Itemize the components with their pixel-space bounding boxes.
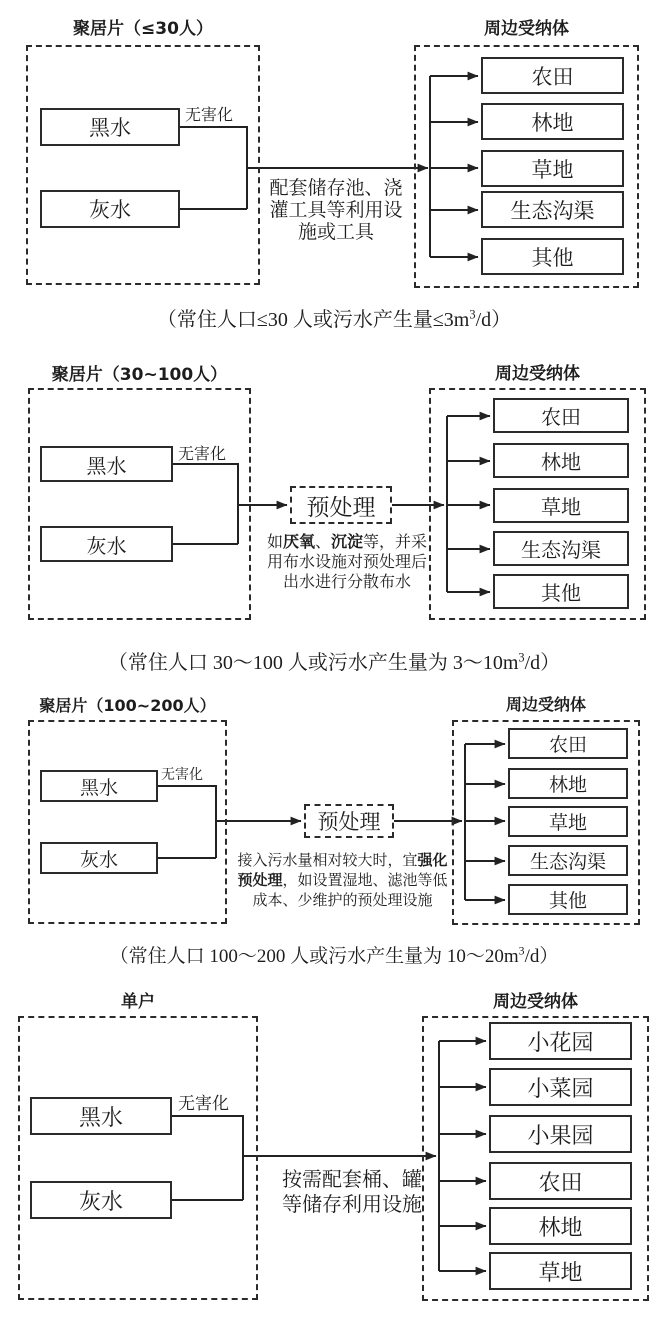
- source-group-title: 聚居片（≤30人）: [73, 19, 213, 39]
- receptor-group-title: 周边受纳体: [493, 992, 578, 1012]
- note-line: [235, 850, 450, 870]
- receptor-label: 小菜园: [527, 1076, 594, 1102]
- pretreatment-label: 预处理: [306, 494, 376, 521]
- black-water-label: 黑水: [78, 1105, 123, 1131]
- flow-note: [246, 177, 426, 243]
- receptor-label: 农田: [541, 405, 581, 429]
- caption-text: /d）: [524, 946, 559, 967]
- flow-note-line: 配套储存池、浇: [269, 177, 403, 199]
- black-water-box: [40, 108, 180, 146]
- receptor-box: [489, 1022, 632, 1060]
- pretreatment-box: [304, 804, 394, 838]
- receptor-box: [489, 1207, 632, 1245]
- note-run-bold: 强化: [417, 851, 448, 869]
- pretreatment-note: [247, 532, 447, 592]
- receptor-label: 林地: [531, 110, 574, 135]
- flow-note-line: 按需配套桶、罐: [282, 1167, 422, 1191]
- note-run-bold: 预处理: [237, 871, 283, 889]
- note-line: [247, 552, 447, 572]
- panel-caption: [0, 303, 668, 332]
- receptor-box: [481, 191, 624, 228]
- receptor-box: [481, 103, 624, 140]
- receptor-group-title: 周边受纳体: [495, 364, 580, 384]
- receptor-label: 生态沟渠: [521, 538, 601, 562]
- receptor-label: 小花园: [527, 1030, 594, 1056]
- caption-superscript: 3: [469, 307, 476, 322]
- black-water-label: 黑水: [89, 116, 131, 140]
- receptor-label: 林地: [541, 450, 581, 474]
- receptor-box: [493, 574, 629, 609]
- note-line: [235, 890, 450, 910]
- panel-cluster-100-200: [0, 680, 668, 975]
- panel-caption: [0, 646, 668, 675]
- receptor-label: 草地: [548, 812, 587, 834]
- panel-single-household: [0, 975, 668, 1318]
- panel-cluster-30-100: [0, 345, 668, 680]
- harmless-treatment-label: 无害化: [178, 1094, 229, 1114]
- panel-cluster-le30: [0, 0, 668, 345]
- receptor-group-title: 周边受纳体: [484, 19, 569, 39]
- receptor-label: 其他: [531, 245, 574, 270]
- harmless-treatment-label: 无害化: [178, 444, 227, 463]
- receptor-box: [481, 150, 624, 187]
- grey-water-label: 灰水: [78, 1189, 123, 1215]
- note-line: [235, 870, 450, 890]
- source-group-title: 聚居片（30~100人）: [51, 365, 228, 385]
- source-group-title: 单户: [121, 992, 155, 1012]
- source-group-title: 聚居片（100~200人）: [39, 696, 216, 715]
- pretreatment-box: [290, 486, 392, 524]
- receptor-label: 草地: [538, 1260, 583, 1286]
- note-run-bold: 厌氧: [282, 532, 315, 551]
- receptor-label: 其他: [541, 581, 581, 605]
- caption-superscript: 3: [518, 944, 525, 958]
- receptor-box: [508, 845, 628, 876]
- note-run-bold: 沉淀: [331, 532, 364, 551]
- caption-text: /d）: [524, 652, 561, 674]
- grey-water-box: [40, 842, 158, 874]
- grey-water-label: 灰水: [89, 198, 131, 222]
- receptor-label: 林地: [548, 774, 587, 796]
- receptor-box: [493, 443, 629, 478]
- receptor-label: 小果园: [527, 1123, 594, 1149]
- receptor-label: 农田: [548, 734, 587, 756]
- grey-water-box: [40, 190, 180, 228]
- grey-water-label: 灰水: [79, 848, 118, 871]
- receptor-label: 生态沟渠: [510, 198, 595, 223]
- black-water-box: [30, 1097, 172, 1135]
- receptor-label: 农田: [531, 64, 574, 89]
- black-water-label: 黑水: [86, 453, 127, 478]
- receptor-label: 林地: [538, 1215, 583, 1241]
- caption-superscript: 3: [518, 650, 525, 665]
- receptor-label: 农田: [538, 1170, 583, 1196]
- receptor-label: 其他: [548, 890, 587, 912]
- panel-caption: [0, 941, 668, 968]
- receptor-box: [489, 1162, 632, 1200]
- receptor-label: 生态沟渠: [529, 851, 606, 873]
- receptor-box: [481, 57, 624, 94]
- receptor-box: [489, 1115, 632, 1153]
- source-group-boundary: [28, 720, 227, 924]
- caption-text: （常住人口 100～200 人或污水产生量为 10～20m: [109, 946, 519, 967]
- caption-text: /d）: [475, 309, 512, 331]
- caption-text: （常住人口 30～100 人或污水产生量为 3～10m: [107, 652, 519, 674]
- flow-note-line: 等储存利用设施: [282, 1192, 422, 1216]
- receptor-box: [493, 488, 629, 523]
- pretreatment-note: [235, 850, 450, 910]
- note-run: ，如设置湿地、滤池等低: [282, 871, 448, 889]
- source-group-boundary: [28, 388, 251, 620]
- note-line: [247, 532, 447, 552]
- harmless-treatment-label: 无害化: [161, 767, 203, 783]
- black-water-box: [40, 446, 173, 482]
- black-water-label: 黑水: [79, 776, 118, 799]
- receptor-group-title: 周边受纳体: [505, 695, 586, 714]
- caption-text: （常住人口≤30 人或污水产生量≤3m: [156, 309, 470, 331]
- note-run: 如: [266, 532, 283, 551]
- note-run: 出水进行分散布水: [282, 572, 411, 591]
- receptor-box: [508, 768, 628, 799]
- source-group-boundary: [26, 45, 260, 285]
- flow-note-line: 灌工具等利用设: [269, 199, 403, 221]
- flow-note: [252, 1167, 452, 1217]
- pretreatment-label: 预处理: [317, 810, 381, 834]
- receptor-box: [493, 398, 629, 433]
- note-run: 用布水设施对预处理后: [266, 552, 427, 571]
- receptor-box: [508, 806, 628, 837]
- receptor-box: [508, 884, 628, 915]
- grey-water-box: [40, 526, 173, 562]
- note-run: 、: [314, 532, 331, 551]
- grey-water-label: 灰水: [86, 533, 127, 558]
- receptor-box: [489, 1068, 632, 1106]
- harmless-treatment-label: 无害化: [185, 105, 234, 124]
- receptor-label: 草地: [531, 157, 574, 182]
- note-run: 等，并采: [363, 532, 428, 551]
- note-run: 接入污水量相对较大时，宜: [237, 851, 418, 869]
- grey-water-box: [30, 1181, 172, 1219]
- source-group-boundary: [18, 1016, 258, 1300]
- note-run: 成本、少维护的预处理设施: [252, 891, 433, 909]
- note-line: [247, 572, 447, 592]
- receptor-box: [481, 238, 624, 275]
- receptor-box: [508, 728, 628, 759]
- flow-note-line: 施或工具: [297, 221, 374, 243]
- receptor-box: [493, 531, 629, 566]
- receptor-box: [489, 1252, 632, 1290]
- receptor-label: 草地: [541, 495, 581, 519]
- black-water-box: [40, 770, 158, 802]
